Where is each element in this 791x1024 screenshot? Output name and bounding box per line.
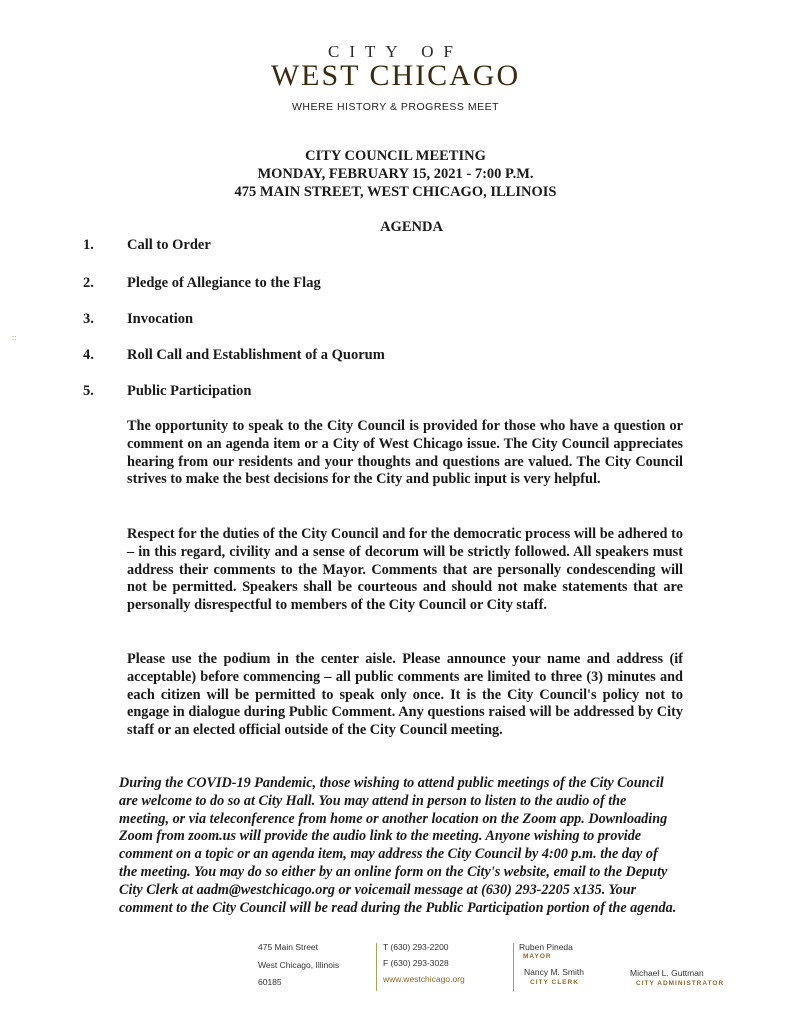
paragraph-opportunity: The opportunity to speak to the City Council is provided for those who have a question or comment on an agenda item or a City of West Chicago issue. The City Council appreciates hearing from our residents and your thoughts and questions are valued. The City Council strives to make the best decisions for the City and public input is very helpful. bbox=[127, 418, 683, 488]
footer-mayor-title: MAYOR bbox=[523, 953, 552, 960]
footer-phone: T (630) 293-2200 bbox=[383, 942, 449, 952]
agenda-item-call-to-order: Call to Order bbox=[127, 237, 211, 253]
letterhead-city-of: CITY OF bbox=[327, 42, 463, 61]
footer-address-line3: 60185 bbox=[258, 977, 282, 987]
footer-fax: F (630) 293-3028 bbox=[383, 958, 449, 968]
letterhead-city-name: WEST CHICAGO bbox=[270, 59, 521, 92]
letterhead-tagline: WHERE HISTORY & PROGRESS MEET bbox=[291, 101, 500, 113]
footer-admin-name: Michael L. Guttman bbox=[630, 968, 704, 978]
paragraph-covid: During the COVID-19 Pandemic, those wishing to attend public meetings of the City Council are welcome to do so at City Hall. You may attend in person to listen to the audio of the meeting, or via teleconference from home or another location on the Zoom app. Downloading Zoom from zoom.us will provide the audio link to the meeting. Anyone wishing to provide comment on a topic or an agenda item, may address the City Council by 4:00 p.m. the day of the meeting. You may do so either by an online form on the City's website, email to the Deputy City Clerk at aadm@westchicago.org or voicemail message at (630) 293-2205 x135. Your comment to the City Council will be read during the Public Participation portion of the agenda. bbox=[119, 775, 677, 916]
agenda-item-pledge: Pledge of Allegiance to the Flag bbox=[127, 275, 321, 291]
agenda-item-number: 1. bbox=[83, 237, 94, 253]
footer-divider bbox=[376, 943, 377, 991]
footer-admin-title: CITY ADMINISTRATOR bbox=[636, 980, 725, 987]
footer-address-line2: West Chicago, Illinois bbox=[258, 960, 340, 970]
footer-clerk-title: CITY CLERK bbox=[530, 979, 579, 986]
agenda-item-roll-call: Roll Call and Establishment of a Quorum bbox=[127, 347, 385, 363]
footer-clerk-name: Nancy M. Smith bbox=[524, 967, 584, 977]
meeting-address: 475 MAIN STREET, WEST CHICAGO, ILLINOIS bbox=[234, 184, 557, 200]
agenda-item-number: 5. bbox=[83, 383, 94, 399]
footer-divider bbox=[513, 943, 514, 991]
agenda-item-public-participation: Public Participation bbox=[127, 383, 252, 399]
meeting-title: CITY COUNCIL MEETING bbox=[305, 148, 486, 164]
agenda-item-number: 3. bbox=[83, 311, 94, 327]
paragraph-podium: Please use the podium in the center aisle. Please announce your name and address (if acceptable) before commencing – all public comments are limited to three (3) minutes and each citizen will be permitted to speak only once. It is the City Council's policy not to engage in dialogue during Public Comment. Any questions raised will be addressed by City staff or an elected official outside of the City Council meeting. bbox=[127, 651, 683, 739]
footer-mayor-name: Ruben Pineda bbox=[519, 942, 573, 952]
footer-address-line1: 475 Main Street bbox=[258, 942, 319, 952]
agenda-item-invocation: Invocation bbox=[127, 311, 194, 327]
meeting-date: MONDAY, FEBRUARY 15, 2021 - 7:00 P.M. bbox=[257, 166, 534, 182]
agenda-heading: AGENDA bbox=[380, 219, 443, 235]
agenda-item-number: 2. bbox=[83, 275, 94, 291]
margin-mark: :: bbox=[12, 333, 17, 342]
paragraph-respect: Respect for the duties of the City Council and for the democratic process will be adhered to – in this regard, civility and a sense of decorum will be strictly followed. All speakers must address their comments to the Mayor. Comments that are personally condescending will not be permitted. Speakers shall be courteous and should not make statements that are personally disrespectful to members of the City Council or City staff. bbox=[127, 526, 683, 614]
footer-website: www.westchicago.org bbox=[383, 974, 465, 984]
agenda-item-number: 4. bbox=[83, 347, 94, 363]
